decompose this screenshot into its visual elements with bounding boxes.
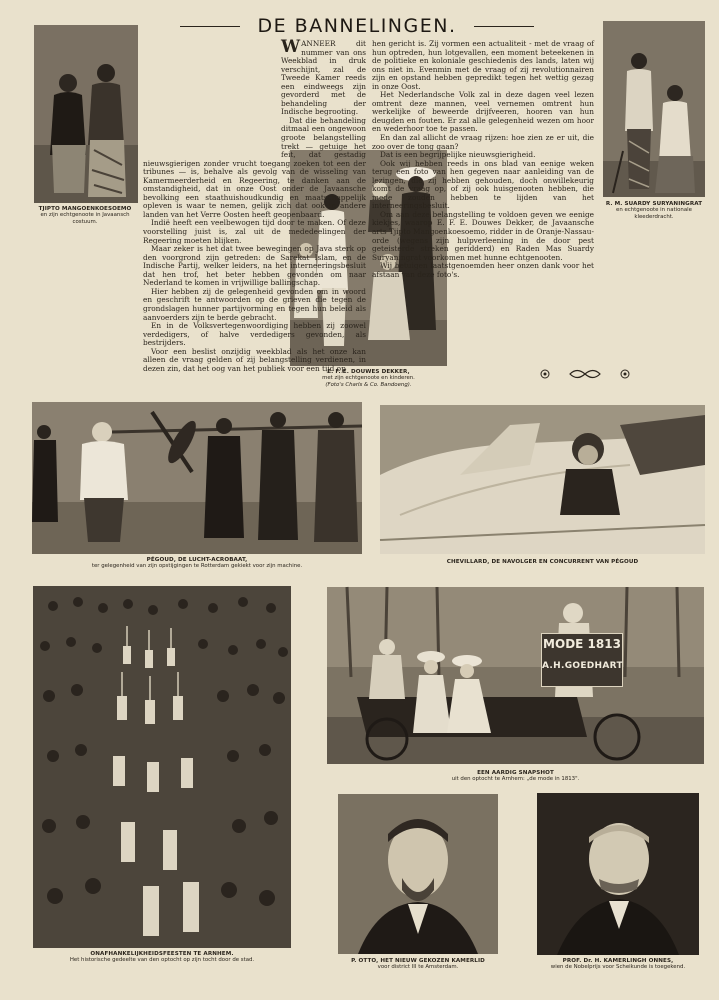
sign-line-2: A.H.GOEDHART (542, 661, 623, 671)
paragraph-6: En in de Volksvertegenwoordiging hebben zij zoowel verdedigers, of halve verdedigers gevonden, als bestrijders. (143, 321, 366, 348)
ornament-divider (535, 366, 635, 380)
page-title: DE BANNELINGEN. (257, 15, 457, 37)
caption-pegoud: PÉGOUD, DE LUCHT-ACROBAAT, ter gelegenheid van zijn opstijgingen te Rotterdam gekiekt voor zijn machine. (91, 557, 303, 570)
paragraph-8: hen gericht is. Zij vormen een actualiteit - met de vraag of hun optreden, hun lotgevallen, een moment beteekenen in de politieke en koloniale geschiedenis des lands, laten wij ons niet in. Evenmin met de vraag of zij revolutionnairen zijn en opstand hebben gepredikt tegen het wettig gezag in onze Oost. (372, 39, 594, 91)
article-column-2 (372, 40, 594, 362)
title-rule-left (180, 26, 240, 27)
caption-suardy: R. M. SUARDY SURYANINGRAT en echtgenoote in nationale kleederdracht. (605, 201, 703, 220)
paragraph-1: WANNEER dit nummer van ons Weekblad in druk verschijnt, zal de Tweede Kamer reeds een eindweegs zijn gevorderd met de behandeling der Indische begrooting. (281, 37, 366, 117)
photo-suardy-couple (603, 21, 705, 197)
paragraph-7: Voor een beslist onzijdig weekblad als het onze kan alleen de vraag gelden of zij belangstelling verdienen, in dezen zin, dat het oog van het publiek voor een tijd op (143, 346, 366, 373)
paragraph-4: Maar zeker is het dat twee bewegingen op Java sterk op den voorgrond zijn getreden: de Sarekat Islam, en de Indische Partij, welker leiders, na het interneeringsbesluit dat hen trof, het beter hebben gevonden om naar Nederland te komen in vrijwillige ballingschap. (143, 244, 366, 288)
caption-arnhem: ONAFHANKELIJKHEIDSFEESTEN TE ARNHEM. Het historische gedeelte van den optocht op zijn tocht door de stad. (69, 951, 255, 964)
mode-1813-sign (541, 633, 623, 687)
photo-chevillard-aeroplane (380, 405, 705, 554)
paragraph-5: Hier hebben zij de gelegenheid gevonden om in woord en geschrift te antwoorden op de grieven die tegen de grondslagen hunner partijvorming en tegen hun beleid als aanvoerders zijn te berde gebracht. (143, 286, 366, 322)
caption-otto: P. OTTO, HET NIEUW GEKOZEN KAMERLID voor district III te Amsterdam. (351, 958, 485, 971)
caption-onnes: PROF. Dr. H. KAMERLINGH ONNES, wien de Nobelprijs voor Scheikunde is toegekend. (550, 958, 686, 971)
caption-tjipto: TJIPTO MANGOENKOESOEMO en zijn echtgenoote in Javaansch costuum. (38, 206, 132, 225)
paragraph-2: Dat die behandeling ditmaal een ongewoon groote belangstelling trekt — getuige het feit, dat gestadig nieuwsgierigen zonder vrucht toegang zoeken tot een der tribunes — is, behalve als gevolg van de wisseling van Kamermeerderheid en Regeering, te danken aan de omstandigheid, dat in onze Oost onder de Javaansche bevolking een staathuishoudkundig en maatschappelijk opleven is waar te nemen, gelijk zich dat ook in andere landen van het Verre Oosten heeft geopenbaard. (143, 115, 366, 219)
title-rule-right (474, 26, 534, 27)
paragraph-13: Om aan deze belangstelling te voldoen geven we eenige kiekjes, waarop E. F. E. Douwes Dekker, de Javaansche arts Tjipto Mangoenkoesoemo, ridder in de Oranje-Nassau-orde (wegens zijn hulpverleening in de door pest geteisterde streken geridderd) en Raden Mas Suardy Suryaningrat voorkomen met hunne echtgenooten. (372, 209, 594, 262)
paragraph-11: Dat is een begrijpelijke nieuwsgierigheid. (380, 150, 536, 160)
paragraph-10: En dan zal allicht de vraag rijzen: hoe zien ze er uit, die zoo over de tong gaan? (372, 133, 594, 151)
paragraph-9: Het Nederlandsche Volk zal in deze dagen veel lezen omtrent deze mannen, veel vernemen omtrent hun werkelijke of beweerde drijfveeren, hooren van hun deugden en fouten. Er zal alle gelegenheid wezen om hoor en wederhoor toe te passen. (372, 90, 594, 134)
article-column-1 (143, 37, 366, 373)
ornament-icon (535, 367, 635, 381)
caption-chevillard: CHEVILLARD, DE NAVOLGER EN CONCURRENT VAN PÉGOUD (446, 559, 639, 565)
photo-mode-1813-carriage (327, 587, 704, 764)
paragraph-3: Indië heeft een veelbewogen tijd door te maken. Of deze voorstelling juist is, zal uit de mededeelingen der Regeering moeten blijken. (143, 218, 366, 245)
photo-tjipto-couple (34, 25, 138, 203)
portrait-p-otto (338, 794, 498, 954)
portrait-kamerlingh-onnes (537, 793, 699, 955)
sign-line-1: MODE 1813 (543, 637, 621, 651)
paragraph-14: Wij betuigen laatstgenoemden heer onzen dank voor het afstaan van deze foto's. (372, 261, 594, 279)
float-spacer (143, 40, 281, 154)
caption-douwes-dekker: E. F. E. DOUWES DEKKER, met zijn echtgenoote en kinderen. (Foto's Charls & Co. Bandoeng). (322, 369, 415, 388)
paragraph-12: Ook wij hebben reeds in ons blad van eenige weken terug een foto van hen gegeven naar aanleiding van de lezingen, die zij hebben gehouden, doch onwillekeurig komt de vraag op, of zij ook huisgenooten hebben, die mede zouden hebben te lijden van het interneeringsbesluit. (372, 158, 594, 211)
photo-arnhem-procession (33, 586, 291, 948)
photo-pegoud-aviator (32, 402, 362, 554)
caption-snapshot: EEN AARDIG SNAPSHOT uit den optocht te Arnhem: „de mode in 1813". (451, 770, 580, 783)
